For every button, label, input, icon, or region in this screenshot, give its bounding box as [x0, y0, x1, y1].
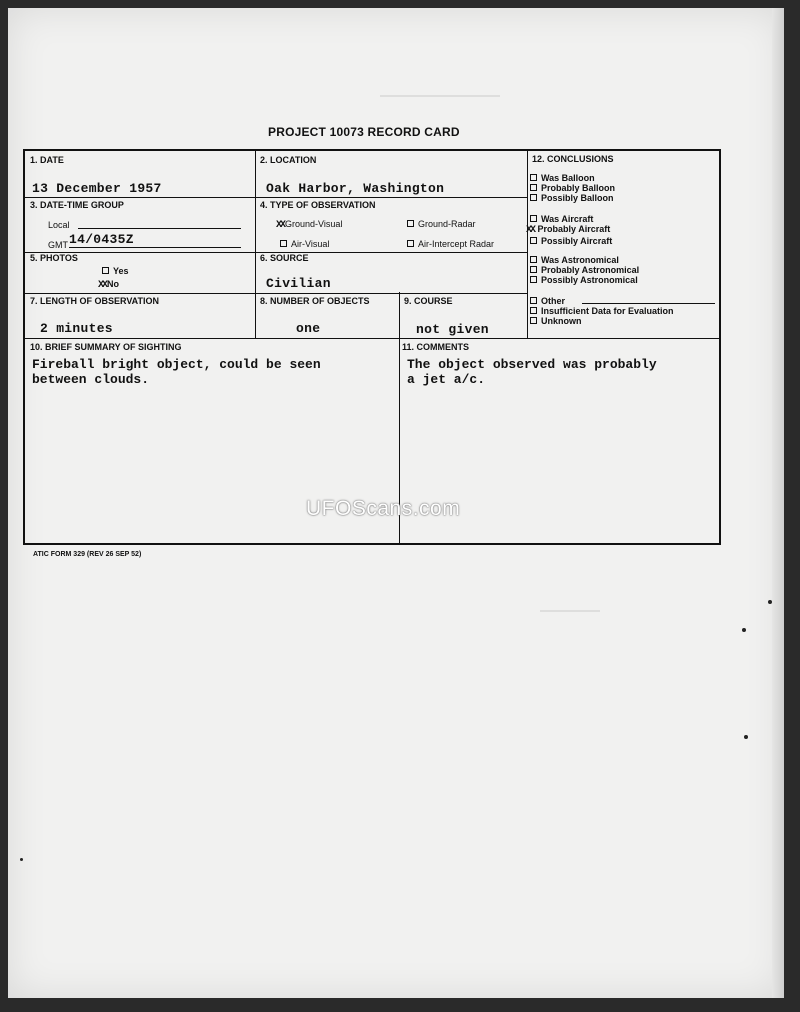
speck: [768, 600, 772, 604]
conclusions-label: 12. CONCLUSIONS: [532, 154, 614, 164]
checkbox-icon: [530, 237, 537, 244]
location-value: Oak Harbor, Washington: [266, 181, 445, 196]
checkbox-icon: [280, 240, 287, 247]
checkbox-icon: [530, 317, 537, 324]
comments-line: The object observed was probably: [407, 357, 657, 372]
conclusions-group-astronomical: [530, 255, 639, 285]
conclusion-option: Probably Balloon: [530, 183, 615, 193]
option-ground-visual: XXGround-Visual: [276, 219, 343, 231]
comments-line: a jet a/c.: [407, 372, 486, 387]
gmt-value: 14/0435Z: [69, 232, 134, 247]
length-value: 2 minutes: [40, 321, 113, 336]
conclusions-group-balloon: [530, 173, 615, 203]
checked-mark-icon: XX: [98, 280, 107, 291]
length-label: 7. LENGTH OF OBSERVATION: [30, 296, 160, 306]
date-label: 1. DATE: [30, 155, 64, 165]
option-photos-yes: Yes: [102, 266, 129, 276]
conclusion-option: Other: [530, 296, 674, 306]
checkbox-icon: [530, 297, 537, 304]
local-label: Local: [48, 220, 70, 230]
option-air-visual: Air-Visual: [280, 239, 329, 249]
summary-line: between clouds.: [32, 372, 150, 387]
checkbox-icon: [530, 194, 537, 201]
conclusions-group-aircraft: [526, 214, 613, 246]
summary-line: Fireball bright object, could be seen: [32, 357, 321, 372]
checkbox-icon: [102, 267, 109, 274]
conclusion-option-checked: XX Probably Aircraft: [526, 224, 611, 236]
conclusion-option: Possibly Aircraft: [530, 236, 612, 246]
comments-text: [407, 357, 657, 387]
checkbox-icon: [530, 307, 537, 314]
checkbox-icon: [530, 256, 537, 263]
source-value: Civilian: [266, 276, 331, 291]
gmt-label: GMT: [48, 240, 68, 250]
objects-value: one: [296, 321, 321, 336]
objects-label: 8. NUMBER OF OBJECTS: [260, 296, 370, 306]
form-number: ATIC FORM 329 (REV 26 SEP 52): [33, 551, 142, 558]
type-of-observation-label: 4. TYPE OF OBSERVATION: [260, 200, 376, 210]
divider: [25, 197, 527, 198]
location-label: 2. LOCATION: [260, 155, 317, 165]
conclusion-option: Was Aircraft: [530, 214, 612, 224]
conclusion-option: Possibly Balloon: [530, 193, 615, 203]
option-photos-no: XXNo: [98, 279, 120, 291]
page-edge: [772, 8, 784, 998]
gmt-underline: [69, 247, 241, 248]
checkbox-icon: [407, 240, 414, 247]
other-underline: [582, 303, 715, 304]
conclusion-option: Was Balloon: [530, 173, 615, 183]
summary-text: [32, 357, 321, 387]
course-value: not given: [416, 322, 489, 337]
checked-mark-icon: XX: [276, 220, 285, 231]
checkbox-icon: [530, 266, 537, 273]
speck: [20, 858, 23, 861]
bleed-mark: [540, 610, 600, 612]
conclusions-group-other: [530, 296, 674, 326]
datetime-group-label: 3. DATE-TIME GROUP: [30, 200, 124, 210]
option-air-intercept-radar: Air-Intercept Radar: [407, 239, 494, 249]
local-underline: [78, 228, 241, 229]
course-label: 9. COURSE: [404, 296, 453, 306]
comments-label: 11. COMMENTS: [402, 342, 470, 352]
conclusion-option: Unknown: [530, 316, 674, 326]
bleed-mark: [380, 95, 500, 97]
speck: [744, 735, 748, 739]
watermark: UFOScans.com: [306, 497, 461, 520]
card-title: PROJECT 10073 RECORD CARD: [268, 125, 460, 139]
checkbox-icon: [530, 215, 537, 222]
divider: [25, 293, 527, 294]
conclusion-option: Possibly Astronomical: [530, 275, 639, 285]
summary-label: 10. BRIEF SUMMARY OF SIGHTING: [30, 342, 182, 352]
divider: [25, 338, 719, 339]
option-ground-radar: Ground-Radar: [407, 219, 476, 229]
checkbox-icon: [407, 220, 414, 227]
checked-mark-icon: XX: [526, 225, 535, 236]
conclusion-option: Probably Astronomical: [530, 265, 639, 275]
conclusion-option: Was Astronomical: [530, 255, 639, 265]
speck: [742, 628, 746, 632]
checkbox-icon: [530, 174, 537, 181]
photos-label: 5. PHOTOS: [30, 253, 78, 263]
checkbox-icon: [530, 276, 537, 283]
date-value: 13 December 1957: [32, 181, 162, 196]
divider: [255, 151, 256, 338]
source-label: 6. SOURCE: [260, 253, 309, 263]
conclusion-option: Insufficient Data for Evaluation: [530, 306, 674, 316]
divider: [527, 151, 528, 338]
checkbox-icon: [530, 184, 537, 191]
